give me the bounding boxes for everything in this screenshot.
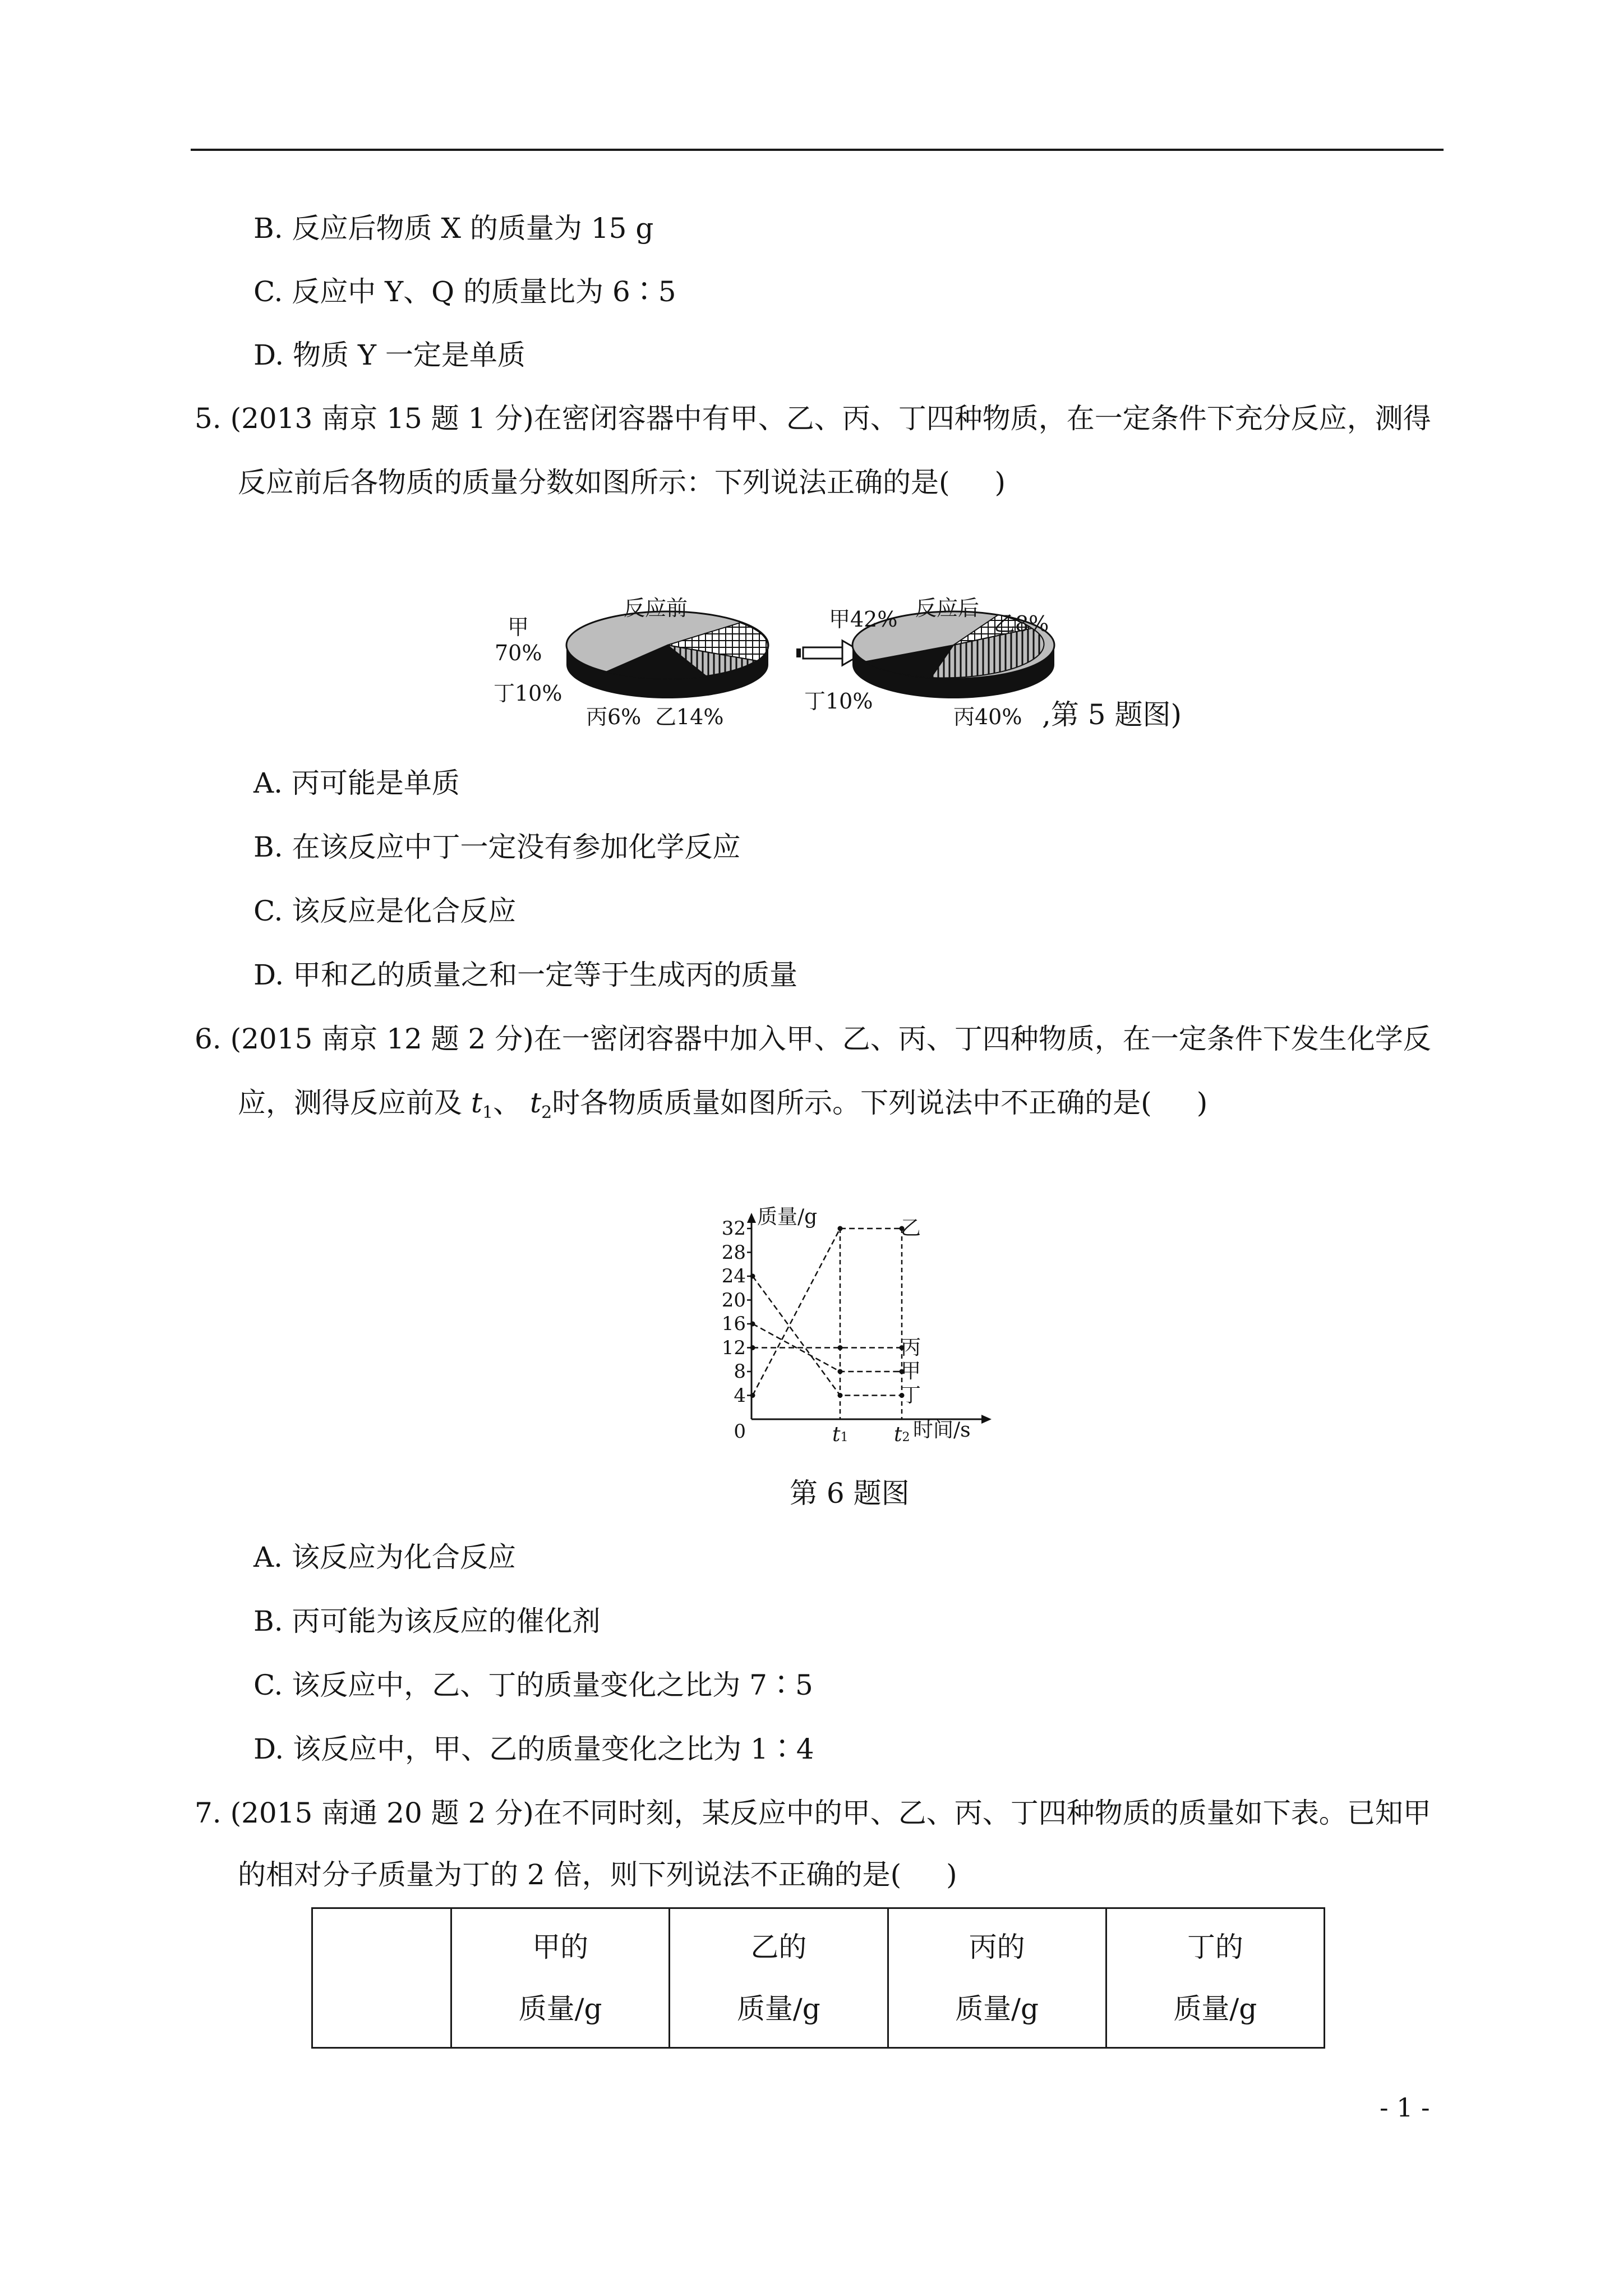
series-label: 丁	[901, 1383, 921, 1407]
x-tick-label: t2	[894, 1423, 910, 1446]
q5-option-b: B. 在该反应中丁一定没有参加化学反应	[253, 831, 741, 863]
q7-table	[311, 1907, 1325, 2049]
pie-before-label-ding: 丁10%	[494, 681, 562, 706]
table-header-cell: 丙的 质量/g	[888, 1908, 1106, 2048]
q6-t1-subscript: 1	[482, 1103, 494, 1122]
q6-t2-subscript: 2	[541, 1103, 552, 1122]
data-point	[838, 1345, 843, 1350]
series-line-丁	[753, 1276, 902, 1396]
pie-after-label-jia: 甲42%	[829, 607, 898, 632]
series-label: 甲	[901, 1360, 921, 1383]
data-point	[750, 1345, 755, 1350]
pie-after-label-yi: 乙8%	[994, 611, 1049, 636]
y-tick-label: 32	[721, 1217, 746, 1240]
q4-option-d: D. 物质 Y 一定是单质	[253, 339, 525, 371]
data-point	[750, 1322, 755, 1327]
q5-close-paren: )	[994, 466, 1006, 499]
series-line-乙	[753, 1228, 902, 1396]
q6-line-chart	[707, 1206, 998, 1453]
q6-stem-text-a: 应，测得反应前及	[238, 1087, 471, 1119]
page-number: - 1 -	[1380, 2092, 1430, 2123]
table-header-cell: 甲的 质量/g	[451, 1908, 670, 2048]
header-rule	[191, 149, 1444, 151]
y-axis-arrow	[747, 1213, 756, 1223]
x-axis-label: 时间/s	[913, 1419, 971, 1442]
q5-option-a: A. 丙可能是单质	[253, 767, 460, 799]
q6-stem-line1: 6. (2015 南京 12 题 2 分)在一密闭容器中加入甲、乙、丙、丁四种物质，在一定条件下发生化学反	[195, 1023, 1431, 1055]
y-tick-label: 8	[734, 1360, 746, 1383]
q5-stem-line2	[238, 464, 1006, 500]
q6-t2-symbol: t	[530, 1087, 542, 1119]
q4-option-b: B. 反应后物质 X 的质量为 15 g	[253, 212, 654, 245]
y-tick-label: 28	[721, 1241, 746, 1264]
data-point	[750, 1393, 755, 1398]
pie-before-label-jia-pct: 70%	[495, 641, 542, 665]
q6-close-paren: )	[1196, 1087, 1208, 1119]
q4-option-c: C. 反应中 Y、Q 的质量比为 6∶5	[253, 275, 676, 308]
series-label: 丙	[901, 1336, 921, 1359]
q5-option-d: D. 甲和乙的质量之和一定等于生成丙的质量	[253, 959, 798, 991]
pie-before-label-jia: 甲	[508, 615, 529, 639]
q7-close-paren: )	[946, 1858, 957, 1891]
series-label: 乙	[901, 1217, 921, 1240]
q6-t1-symbol: t	[471, 1087, 482, 1119]
q5-stem-line1: 5. (2013 南京 15 题 1 分)在密闭容器中有甲、乙、丙、丁四种物质，在一定条件下充分反应，测得	[195, 402, 1431, 435]
x-tick-label: t1	[832, 1423, 849, 1446]
pie-before	[566, 611, 768, 698]
y-tick-label: 20	[721, 1289, 746, 1312]
q6-option-d: D. 该反应中，甲、乙的质量变化之比为 1∶4	[253, 1733, 814, 1765]
pie-before-label-yi: 乙14%	[655, 705, 724, 729]
y-tick-label: 24	[721, 1265, 746, 1287]
data-point	[838, 1226, 843, 1231]
data-point	[750, 1274, 755, 1279]
q7-stem-text: 的相对分子质量为丁的 2 倍，则下列说法不正确的是(	[238, 1858, 902, 1891]
q5-figure-caption: ,第 5 题图)	[1042, 698, 1182, 731]
q6-stem-line2	[238, 1085, 1207, 1131]
table-header-cell: 乙的 质量/g	[670, 1908, 888, 2048]
q6-stem-text-b: 时各物质质量如图所示。下列说法中不正确的是(	[552, 1087, 1152, 1119]
x-axis-arrow	[981, 1415, 992, 1424]
table-header-cell: 丁的 质量/g	[1106, 1908, 1324, 2048]
q7-stem-line2	[238, 1857, 957, 1893]
data-point	[838, 1393, 843, 1398]
table-header-row	[312, 1908, 1325, 2048]
q6-separator: 、	[493, 1087, 530, 1119]
q6-option-a: A. 该反应为化合反应	[253, 1541, 516, 1573]
y-tick-label: 4	[734, 1384, 746, 1407]
q5-stem-text: 反应前后各物质的质量分数如图所示：下列说法正确的是(	[238, 466, 950, 499]
y-tick-label: 16	[721, 1313, 746, 1335]
pie-after-label-ding: 丁10%	[804, 689, 873, 714]
pie-after-label-bing: 丙40%	[953, 705, 1022, 729]
y-axis-label: 质量/g	[757, 1205, 818, 1228]
q6-figure-caption: 第 6 题图	[790, 1477, 910, 1510]
pie-before-title: 反应前	[624, 596, 688, 620]
q7-stem-line1: 7. (2015 南通 20 题 2 分)在不同时刻，某反应中的甲、乙、丙、丁四种物质的质量如下表。已知甲	[195, 1797, 1431, 1829]
q6-option-c: C. 该反应中，乙、丁的质量变化之比为 7∶5	[253, 1669, 813, 1701]
y-tick-label: 0	[734, 1420, 746, 1443]
data-point	[838, 1369, 843, 1374]
q5-option-c: C. 该反应是化合反应	[253, 895, 517, 927]
pie-before-label-bing: 丙6%	[586, 705, 642, 729]
table-header-cell	[312, 1908, 451, 2048]
y-tick-label: 12	[721, 1336, 746, 1359]
q6-option-b: B. 丙可能为该反应的催化剂	[253, 1605, 601, 1637]
pie-after-title: 反应后	[915, 596, 980, 620]
